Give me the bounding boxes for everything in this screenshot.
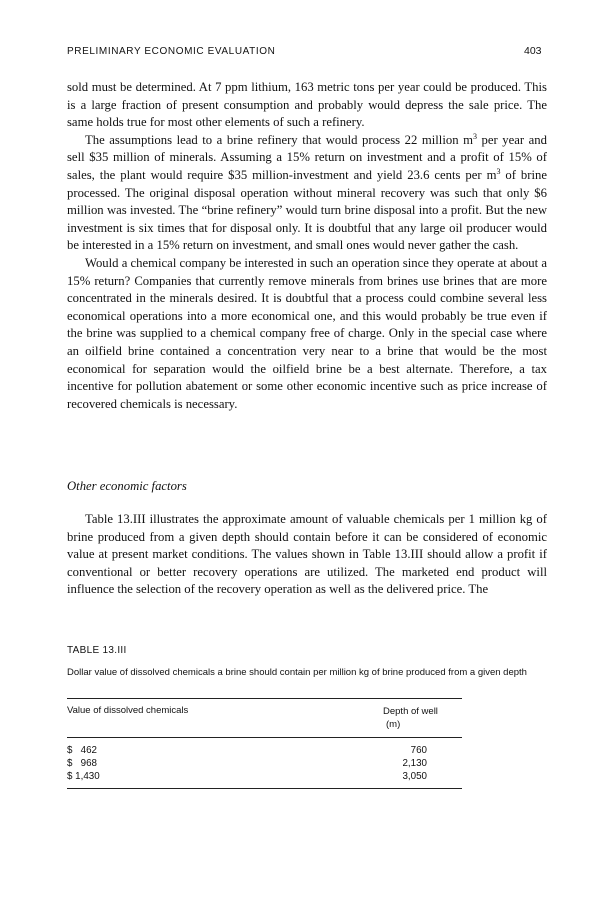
table-rule-header (67, 737, 462, 738)
table-cell-depth: 760 (410, 745, 427, 756)
column-header-depth-line1: Depth of well (383, 706, 438, 717)
page-number: 403 (524, 45, 542, 57)
table-rule-top (67, 698, 462, 699)
table-cell-value: $ 1,430 (67, 771, 100, 782)
table-row (67, 770, 462, 783)
body-text (67, 79, 547, 413)
table-cell-depth: 2,130 (402, 758, 427, 769)
column-header-depth-unit: (m) (386, 719, 401, 730)
paragraph-2-part-c: of brine processed. The original disposal operation without mineral recovery was such that only $6 million was invested. The “brine refinery” would turn brine disposal into a profit. But the new investment is six times that for disposal only. It is doubtful that any large oil producer would be interested in a 15% return on investment, and small ones would never gather the cash. (67, 167, 548, 253)
paragraph-3: Would a chemical company be interested in such an operation since they operate at about a 15% return? Companies that currently remove minerals from brines use brines that are more concentrated in the minerals desired. It is doubtful that a process could combine several less economical operations into a more economical one, and this would probably be true even if the brine was supplied to a chemical company free of charge. Only in the special case where an oilfield brine contained a concentration very near to a brine that would be the most economical for separation would the oilfield brine be a best alternate. Therefore, a tax incentive for pollution abatement or some other economic incentive such as price increase of recovered chemicals is necessary. (67, 255, 547, 411)
table-body (67, 744, 462, 783)
superscript-3: 3 (472, 131, 477, 141)
paragraph-4: Table 13.III illustrates the approximate amount of valuable chemicals per 1 million kg of brine produced from a given depth should contain before it can be considered of economic value at present market conditions. The values shown in Table 13.III should allow a profit if conventional or better recovery operations are utilized. The marketed end product will influence the selection of the recovery operation as well as the delivered price. The (67, 512, 547, 597)
paragraph-2-part-a: The assumptions lead to a brine refinery that would process 22 million m (85, 132, 473, 147)
table-label: TABLE 13.III (67, 645, 127, 656)
table-cell-value: $ 968 (67, 758, 97, 769)
running-head: PRELIMINARY ECONOMIC EVALUATION (67, 46, 276, 57)
table-cell-depth: 3,050 (402, 771, 427, 782)
table-cell-value: $ 462 (67, 745, 97, 756)
section-heading: Other economic factors (67, 479, 187, 493)
paragraph-2-part-b: per year and sell $35 million of minerals. Assuming a 15% return on investment and a profit of 15% of sales, the plant would require $35 million-investment and yield 23.6 cents per m (67, 132, 547, 182)
table-caption: Dollar value of dissolved chemicals a brine should contain per million kg of brine produced from a given depth (67, 667, 527, 678)
column-header-depth (383, 705, 463, 731)
body-text-2 (67, 511, 547, 599)
superscript-3: 3 (496, 166, 501, 176)
table-row (67, 757, 462, 770)
column-header-value: Value of dissolved chemicals (67, 705, 189, 716)
table-row (67, 744, 462, 757)
table-rule-bottom (67, 788, 462, 789)
paragraph-1: sold must be determined. At 7 ppm lithium, 163 metric tons per year could be produced. This is a large fraction of present consumption and probably would depress the sale price. The same holds true for most other elements of such a refinery. (67, 80, 547, 130)
paragraph-2 (67, 132, 547, 255)
